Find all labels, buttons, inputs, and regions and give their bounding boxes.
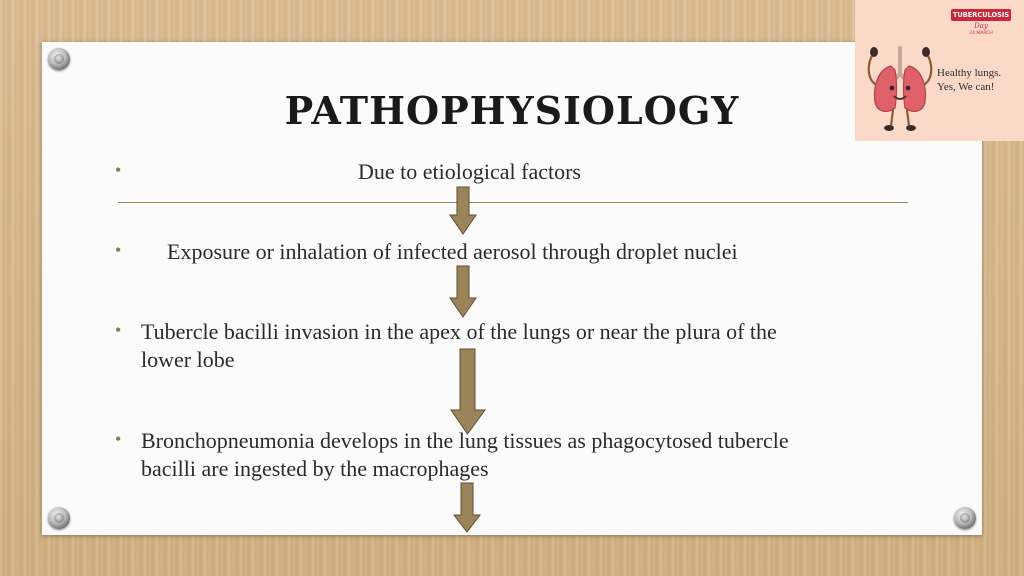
tb-day-label: Day	[974, 22, 988, 30]
bullet-icon: •	[115, 429, 122, 449]
step-text-line2: lower lobe	[141, 347, 235, 372]
slide-title: PATHOPHYSIOLOGY	[284, 88, 740, 133]
step-text-line2: bacilli are ingested by the macrophages	[141, 456, 489, 481]
bullet-icon: •	[115, 160, 122, 180]
bullet-icon: •	[115, 320, 122, 340]
slogan-line1: Healthy lungs.	[937, 67, 1002, 79]
down-arrow-icon	[448, 186, 478, 236]
tb-banner: TUBERCULOSIS	[952, 11, 1010, 19]
tb-day-badge	[855, 0, 1024, 141]
pushpin-icon	[48, 507, 70, 529]
step-text-line1: Tubercle bacilli invasion in the apex of the lungs or near the plura of the	[141, 319, 777, 344]
down-arrow-icon	[449, 348, 487, 436]
down-arrow-icon	[448, 265, 478, 319]
pushpin-icon	[48, 48, 70, 70]
lungs-mascot-icon	[865, 40, 935, 136]
step-text-line1: Bronchopneumonia develops in the lung tissues as phagocytosed tubercle	[141, 428, 789, 453]
badge-slogan	[937, 66, 1021, 94]
step-text: Due to etiological factors	[358, 159, 581, 184]
down-arrow-icon	[453, 482, 481, 534]
slogan-line2: Yes, We can!	[937, 81, 995, 93]
step-text: Exposure or inhalation of infected aerosol through droplet nuclei	[167, 239, 738, 264]
tb-date-label: 24 MARCH	[969, 31, 993, 36]
divider-line	[118, 202, 908, 203]
bullet-icon: •	[115, 240, 122, 260]
pushpin-icon	[954, 507, 976, 529]
